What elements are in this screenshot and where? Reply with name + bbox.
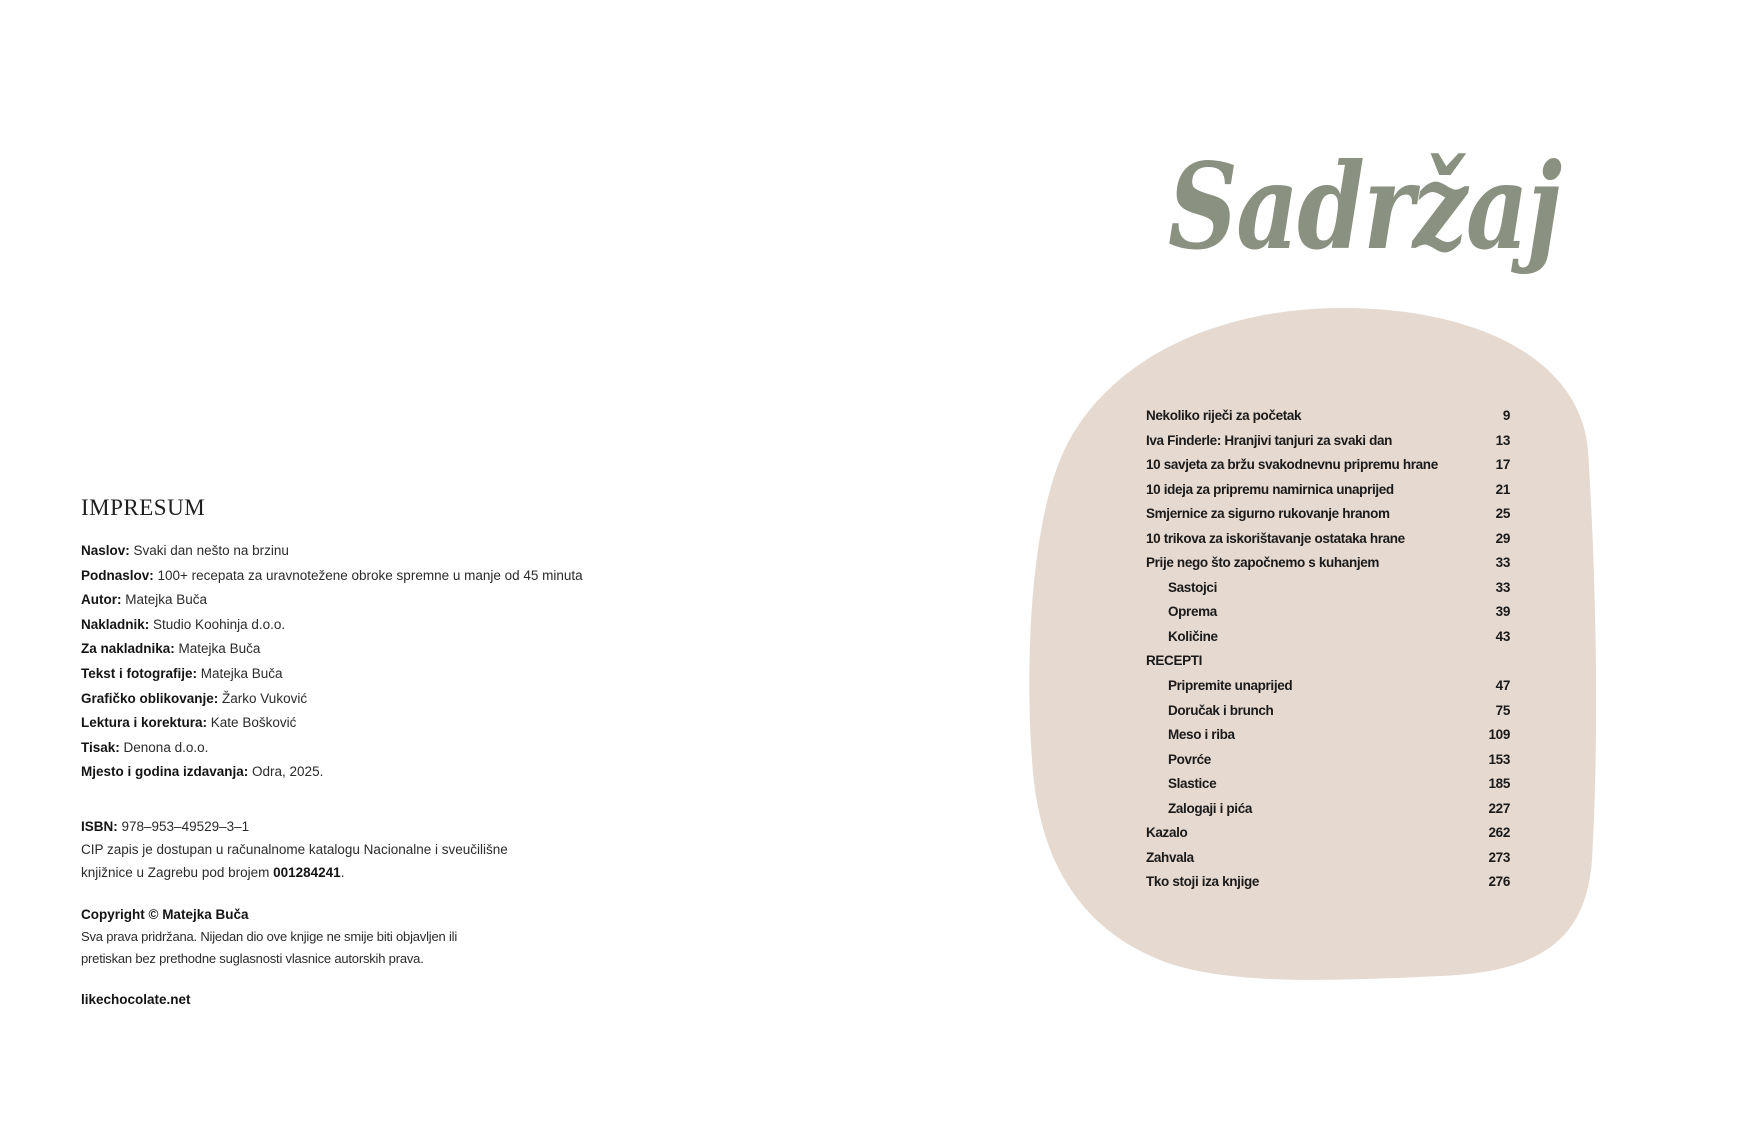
toc-entry-page: 276 xyxy=(1488,874,1510,890)
isbn-line xyxy=(81,815,721,838)
impressum-row xyxy=(81,662,721,687)
toc-entry-page: 33 xyxy=(1495,555,1510,571)
toc-entry-page: 25 xyxy=(1495,506,1510,522)
impressum-row-value: Kate Bošković xyxy=(207,715,297,731)
impressum-row xyxy=(81,687,721,712)
isbn-label: ISBN: xyxy=(81,818,118,834)
toc-entry-title: 10 savjeta za bržu svakodnevnu pripremu hrane xyxy=(1146,457,1438,473)
toc-entry-title: Doručak i brunch xyxy=(1168,702,1274,718)
toc-entry-title: 10 ideja za pripremu namirnica unaprijed xyxy=(1146,481,1394,497)
toc-entry[interactable] xyxy=(1146,821,1510,846)
impressum-row-label: Naslov: xyxy=(81,543,130,558)
impressum-row-label: Za nakladnika: xyxy=(81,641,175,657)
toc-entry-title: Zahvala xyxy=(1146,849,1194,865)
impressum-row-value: Matejka Buča xyxy=(121,592,208,608)
toc-entry-title: Smjernice za sigurno rukovanje hranom xyxy=(1146,506,1390,522)
copyright-line-1: Sva prava pridržana. Nijedan dio ove knjige ne smije biti objavljen ili xyxy=(81,928,458,944)
toc-entry-title: Nekoliko riječi za početak xyxy=(1146,408,1302,423)
toc-entry[interactable] xyxy=(1146,723,1510,748)
toc-entry-page: 153 xyxy=(1488,751,1510,767)
impressum-row xyxy=(81,564,721,589)
toc-entry[interactable] xyxy=(1146,846,1510,871)
website-link[interactable]: likechocolate.net xyxy=(81,991,191,1007)
isbn-block xyxy=(81,815,721,884)
toc-entry[interactable] xyxy=(1146,870,1510,895)
toc-entry-page: 43 xyxy=(1495,628,1510,644)
toc-entry-page: 9 xyxy=(1502,408,1510,423)
impressum-row-label: Nakladnik: xyxy=(81,616,150,632)
toc-entry[interactable] xyxy=(1146,699,1510,724)
toc-entry[interactable] xyxy=(1146,797,1510,822)
impressum-row-value: Svaki dan nešto na brzinu xyxy=(129,543,289,558)
toc-entry-title: Sastojci xyxy=(1168,579,1217,595)
toc-entry[interactable] xyxy=(1146,748,1510,773)
toc-entry-page: 17 xyxy=(1495,457,1510,473)
impressum-row-value: Denona d.o.o. xyxy=(119,739,209,755)
impressum-row xyxy=(81,637,721,662)
toc-entry-page: 75 xyxy=(1495,702,1510,718)
toc-entry-page: 185 xyxy=(1488,776,1510,792)
isbn-value: 978–953–49529–3–1 xyxy=(117,818,250,834)
toc-entry-page: 109 xyxy=(1488,727,1510,743)
toc-entry-title: Količine xyxy=(1168,628,1218,644)
impressum-row-label: Mjesto i godina izdavanja: xyxy=(81,764,249,780)
impressum-row-value: 100+ recepata za uravnotežene obroke spremne u manje od 45 minuta xyxy=(153,567,583,583)
impressum-row-value: Odra, 2025. xyxy=(248,764,324,780)
impressum-row-label: Lektura i korektura: xyxy=(81,715,208,731)
toc-entry[interactable] xyxy=(1146,576,1510,601)
toc-entry-title: Slastice xyxy=(1168,776,1217,792)
impressum-row xyxy=(81,588,721,613)
impressum-row xyxy=(81,711,721,736)
toc-entry[interactable] xyxy=(1146,674,1510,699)
toc-entry-title: Pripremite unaprijed xyxy=(1168,678,1293,694)
toc-entry-title: Iva Finderle: Hranjivi tanjuri za svaki dan xyxy=(1146,432,1393,448)
impressum-row xyxy=(81,613,721,638)
toc-entry-title: Prije nego što započnemo s kuhanjem xyxy=(1146,555,1380,571)
impressum-row-value: Matejka Buča xyxy=(174,641,261,657)
impressum-row xyxy=(81,760,721,785)
toc-entry-title: Povrće xyxy=(1168,751,1211,767)
impressum-section xyxy=(81,494,721,1011)
toc-entry-page: 33 xyxy=(1495,579,1510,595)
impressum-row-label: Autor: xyxy=(81,592,122,608)
toc-entry[interactable] xyxy=(1146,478,1510,503)
toc-entry[interactable] xyxy=(1146,649,1510,674)
cip-number: 001284241 xyxy=(273,864,341,880)
impressum-row xyxy=(81,736,721,761)
cip-line-2 xyxy=(81,861,721,884)
copyright-title: Copyright © Matejka Buča xyxy=(81,906,249,922)
impressum-row-label: Podnaslov: xyxy=(81,567,154,583)
toc-entry[interactable] xyxy=(1146,772,1510,797)
toc-entry[interactable] xyxy=(1146,600,1510,625)
toc-entry-title: Meso i riba xyxy=(1168,727,1235,743)
toc-entry-page: 29 xyxy=(1495,530,1510,546)
impressum-row-value: Žarko Vuković xyxy=(218,690,308,706)
toc-entry-title: RECEPTI xyxy=(1146,653,1203,669)
toc-entry[interactable] xyxy=(1146,404,1510,429)
toc-entry[interactable] xyxy=(1146,453,1510,478)
impressum-row-value: Matejka Buča xyxy=(197,665,283,681)
impressum-row xyxy=(81,539,721,564)
impressum-row-label: Tekst i fotografije: xyxy=(81,665,198,681)
toc-entry-page: 13 xyxy=(1495,432,1510,448)
copyright-line-2: pretiskan bez prethodne suglasnosti vlasnice autorskih prava. xyxy=(81,950,424,966)
toc-entry-page: 262 xyxy=(1488,825,1510,841)
toc-entry-title: Kazalo xyxy=(1146,825,1188,841)
cip-text: knjižnice u Zagrebu pod brojem xyxy=(81,864,274,880)
impressum-row-label: Tisak: xyxy=(81,739,120,755)
toc-entry-title: 10 trikova za iskorištavanje ostataka hrane xyxy=(1146,530,1405,546)
toc-entry[interactable] xyxy=(1146,527,1510,552)
cip-period: . xyxy=(340,864,345,880)
contents-title: Sadržaj xyxy=(1168,137,1561,276)
table-of-contents xyxy=(1146,404,1510,895)
toc-entry-page: 227 xyxy=(1488,800,1510,816)
toc-entry-page: 273 xyxy=(1488,849,1510,865)
toc-entry-title: Tko stoji iza knjige xyxy=(1146,874,1260,890)
toc-entry[interactable] xyxy=(1146,502,1510,527)
toc-entry-page: 21 xyxy=(1495,481,1510,497)
impressum-heading: IMPRESUM xyxy=(81,495,206,520)
toc-entry[interactable] xyxy=(1146,429,1510,454)
toc-entry-title: Zalogaji i pića xyxy=(1168,800,1253,816)
toc-entry-page: 47 xyxy=(1495,678,1510,694)
toc-entry-page: 39 xyxy=(1495,604,1510,620)
impressum-row-value: Studio Koohinja d.o.o. xyxy=(149,616,286,632)
cip-line-1: CIP zapis je dostupan u računalnome katalogu Nacionalne i sveučilišne xyxy=(81,841,508,857)
toc-entry[interactable] xyxy=(1146,625,1510,650)
toc-entry-title: Oprema xyxy=(1168,604,1217,620)
copyright-block xyxy=(81,904,721,970)
impressum-rows xyxy=(81,539,721,785)
impressum-row-label: Grafičko oblikovanje: xyxy=(81,690,219,706)
toc-entry[interactable] xyxy=(1146,551,1510,576)
